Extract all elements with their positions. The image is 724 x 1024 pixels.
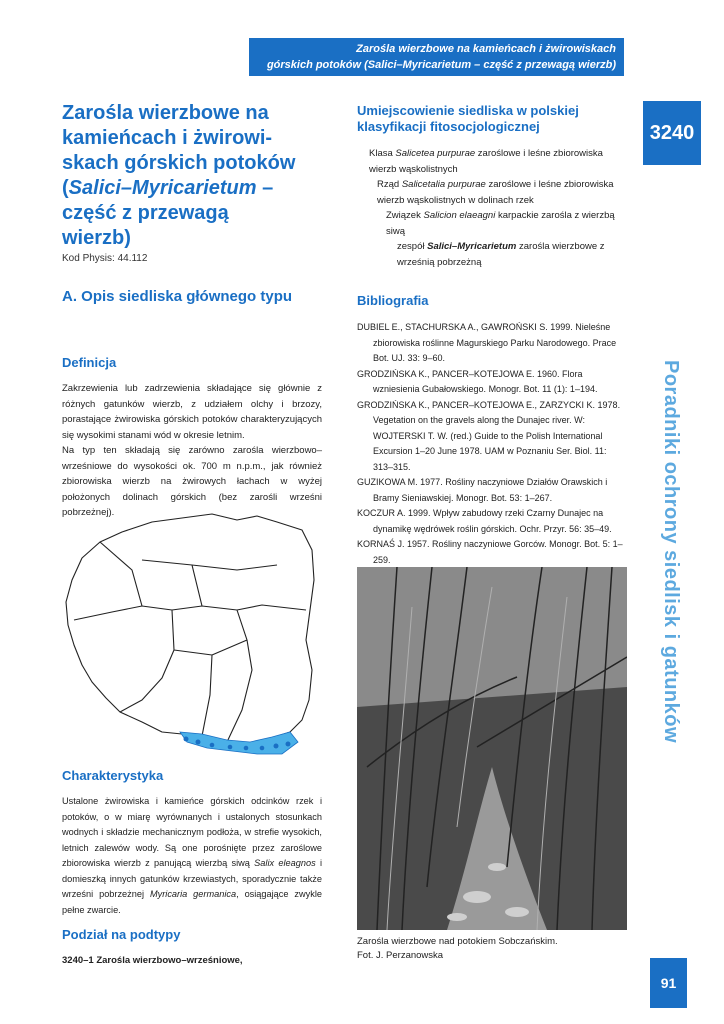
bibliography-list (357, 320, 625, 568)
photo-willow-thicket (357, 567, 627, 930)
bib-entry: GRODZIŃSKA K., PANCER–KOTEJOWA E. 1960. Flora wzniesienia Gubałowskiego. Monogr. Bot. 11 (1): 1–194. (357, 368, 598, 394)
classif-klasa: Klasa Salicetea purpurae zaroślowe i leśne zbiorowiska wierzb wąskolistnych (369, 148, 603, 175)
running-header-line1: Zarośla wierzbowe na kamieńcach i żwirowiskach (356, 43, 616, 55)
running-header-line2: górskich potoków (Salici–Myricarietum – część z przewagą wierzb) (266, 59, 616, 71)
charakterystyka-heading: Charakterystyka (62, 768, 164, 783)
series-title-vertical: Poradniki ochrony siedlisk i gatunków (660, 360, 682, 744)
physis-code: Kod Physis: 44.112 (62, 253, 148, 264)
bibliografia-heading: Bibliografia (357, 293, 429, 308)
photo-caption (357, 935, 627, 963)
bib-entry: GRODZIŃSKA K., PANCER–KOTEJOWA E., ZARZYCKI K. 1978. Vegetation on the gravels along the Dunajec river. W: WOJTERSKI T. W. (red.) Guide to the Polish International Excursion 1–20 June 1978. UAM w Poznaniu Ser. Biol. 11: 313–315. (357, 399, 621, 472)
definicja-p2: Na typ ten składają się zarówno zarośla wierzbowo–wrześniowe do wysokości ok. 700 m n.p.m., jak również zbiorowiska wierzb na żwirowych łachach w wyżej położonych dolinach górskich (bez zarośli wrześni pobrzeżnej). (62, 445, 322, 518)
bib-entry: DUBIEL E., STACHURSKA A., GAWROŃSKI S. 1999. Nieleśne zbiorowiska roślinne Magurskiego Parku Narodowego. Prace Bot. UJ. 33: 9–60. (357, 322, 617, 363)
caption-credit: Fot. J. Perzanowska (357, 950, 444, 961)
subtype-line: 3240–1 Zarośla wierzbowo–wrześniowe, (62, 955, 243, 966)
running-header (249, 38, 624, 76)
habitat-code-tab: 3240 (643, 101, 701, 165)
classif-zespol: zespół Salici–Myricarietum zarośla wierzbowe z wrześnią pobrzeżną (397, 241, 605, 268)
umiejscowienie-heading: Umiejscowienie siedliska w polskiej klasyfikacji fitosocjologicznej (357, 103, 579, 134)
bib-entry: KORNAŚ J. 1957. Rośliny naczyniowe Gorców. Monogr. Bot. 5: 1–259. (357, 539, 623, 565)
section-a-heading: A. Opis siedliska głównego typu (62, 288, 293, 305)
classif-rzad: Rząd Salicetalia purpurae zaroślowe i leśne zbiorowiska wierzb wąskolistnych w dolinach rzek (377, 179, 614, 206)
definicja-p1: Zakrzewienia lub zadrzewienia składające się głównie z różnych gatunków wierzb, z udziałem olchy i brzozy, porastające żwirowiska górskich potoków charakteryzujących się wysokimi stanami wód w okresie letnim. (62, 383, 322, 441)
bib-entry: KOCZUR A. 1999. Wpływ zabudowy rzeki Czarny Dunajec na dynamikę wędrówek roślin górskich. Ochr. Przyr. 56: 35–49. (357, 508, 612, 534)
classif-zwiazek: Związek Salicion elaeagni karpackie zarośla z wierzbą siwą (386, 210, 615, 237)
charakterystyka-text: Ustalone żwirowiska i kamieńce górskich odcinków rzek i potoków, o w miarę wyrównanych i ustalonych stosunkach wodnych i składzie mechanicznym podłoża, w strefie wysokich, letnich zalewów wody. Są one porośnięte przez zaroślowe zbiorowiska wierzb z panującą wierzbą siwą Salix eleagnos i domieszką innych gatunków krzewiastych, sporadycznie także wrześni pobrzeżnej Myricaria germanica, osiągające zwykle pełne zwarcie. (62, 796, 322, 915)
bib-entry: GUZIKOWA M. 1977. Rośliny naczyniowe Działów Orawskich i Bramy Sieniawskiej. Monogr. Bot. 53: 1–267. (357, 477, 608, 503)
region-borders (74, 542, 306, 742)
page-title: Zarośla wierzbowe na kamieńcach i żwirowi- skach górskich potoków (Salici–Myricarietum – część z przewagą wierzb) (62, 102, 296, 249)
poland-outline (66, 514, 314, 743)
definicja-heading: Definicja (62, 355, 117, 370)
distribution-map (62, 510, 327, 755)
page-number: 91 (650, 958, 687, 1008)
classification-list (357, 146, 625, 270)
caption-line1: Zarośla wierzbowe nad potokiem Sobczańskim. (357, 936, 558, 947)
definicja-text (62, 381, 322, 521)
podzial-heading: Podział na podtypy (62, 927, 181, 942)
